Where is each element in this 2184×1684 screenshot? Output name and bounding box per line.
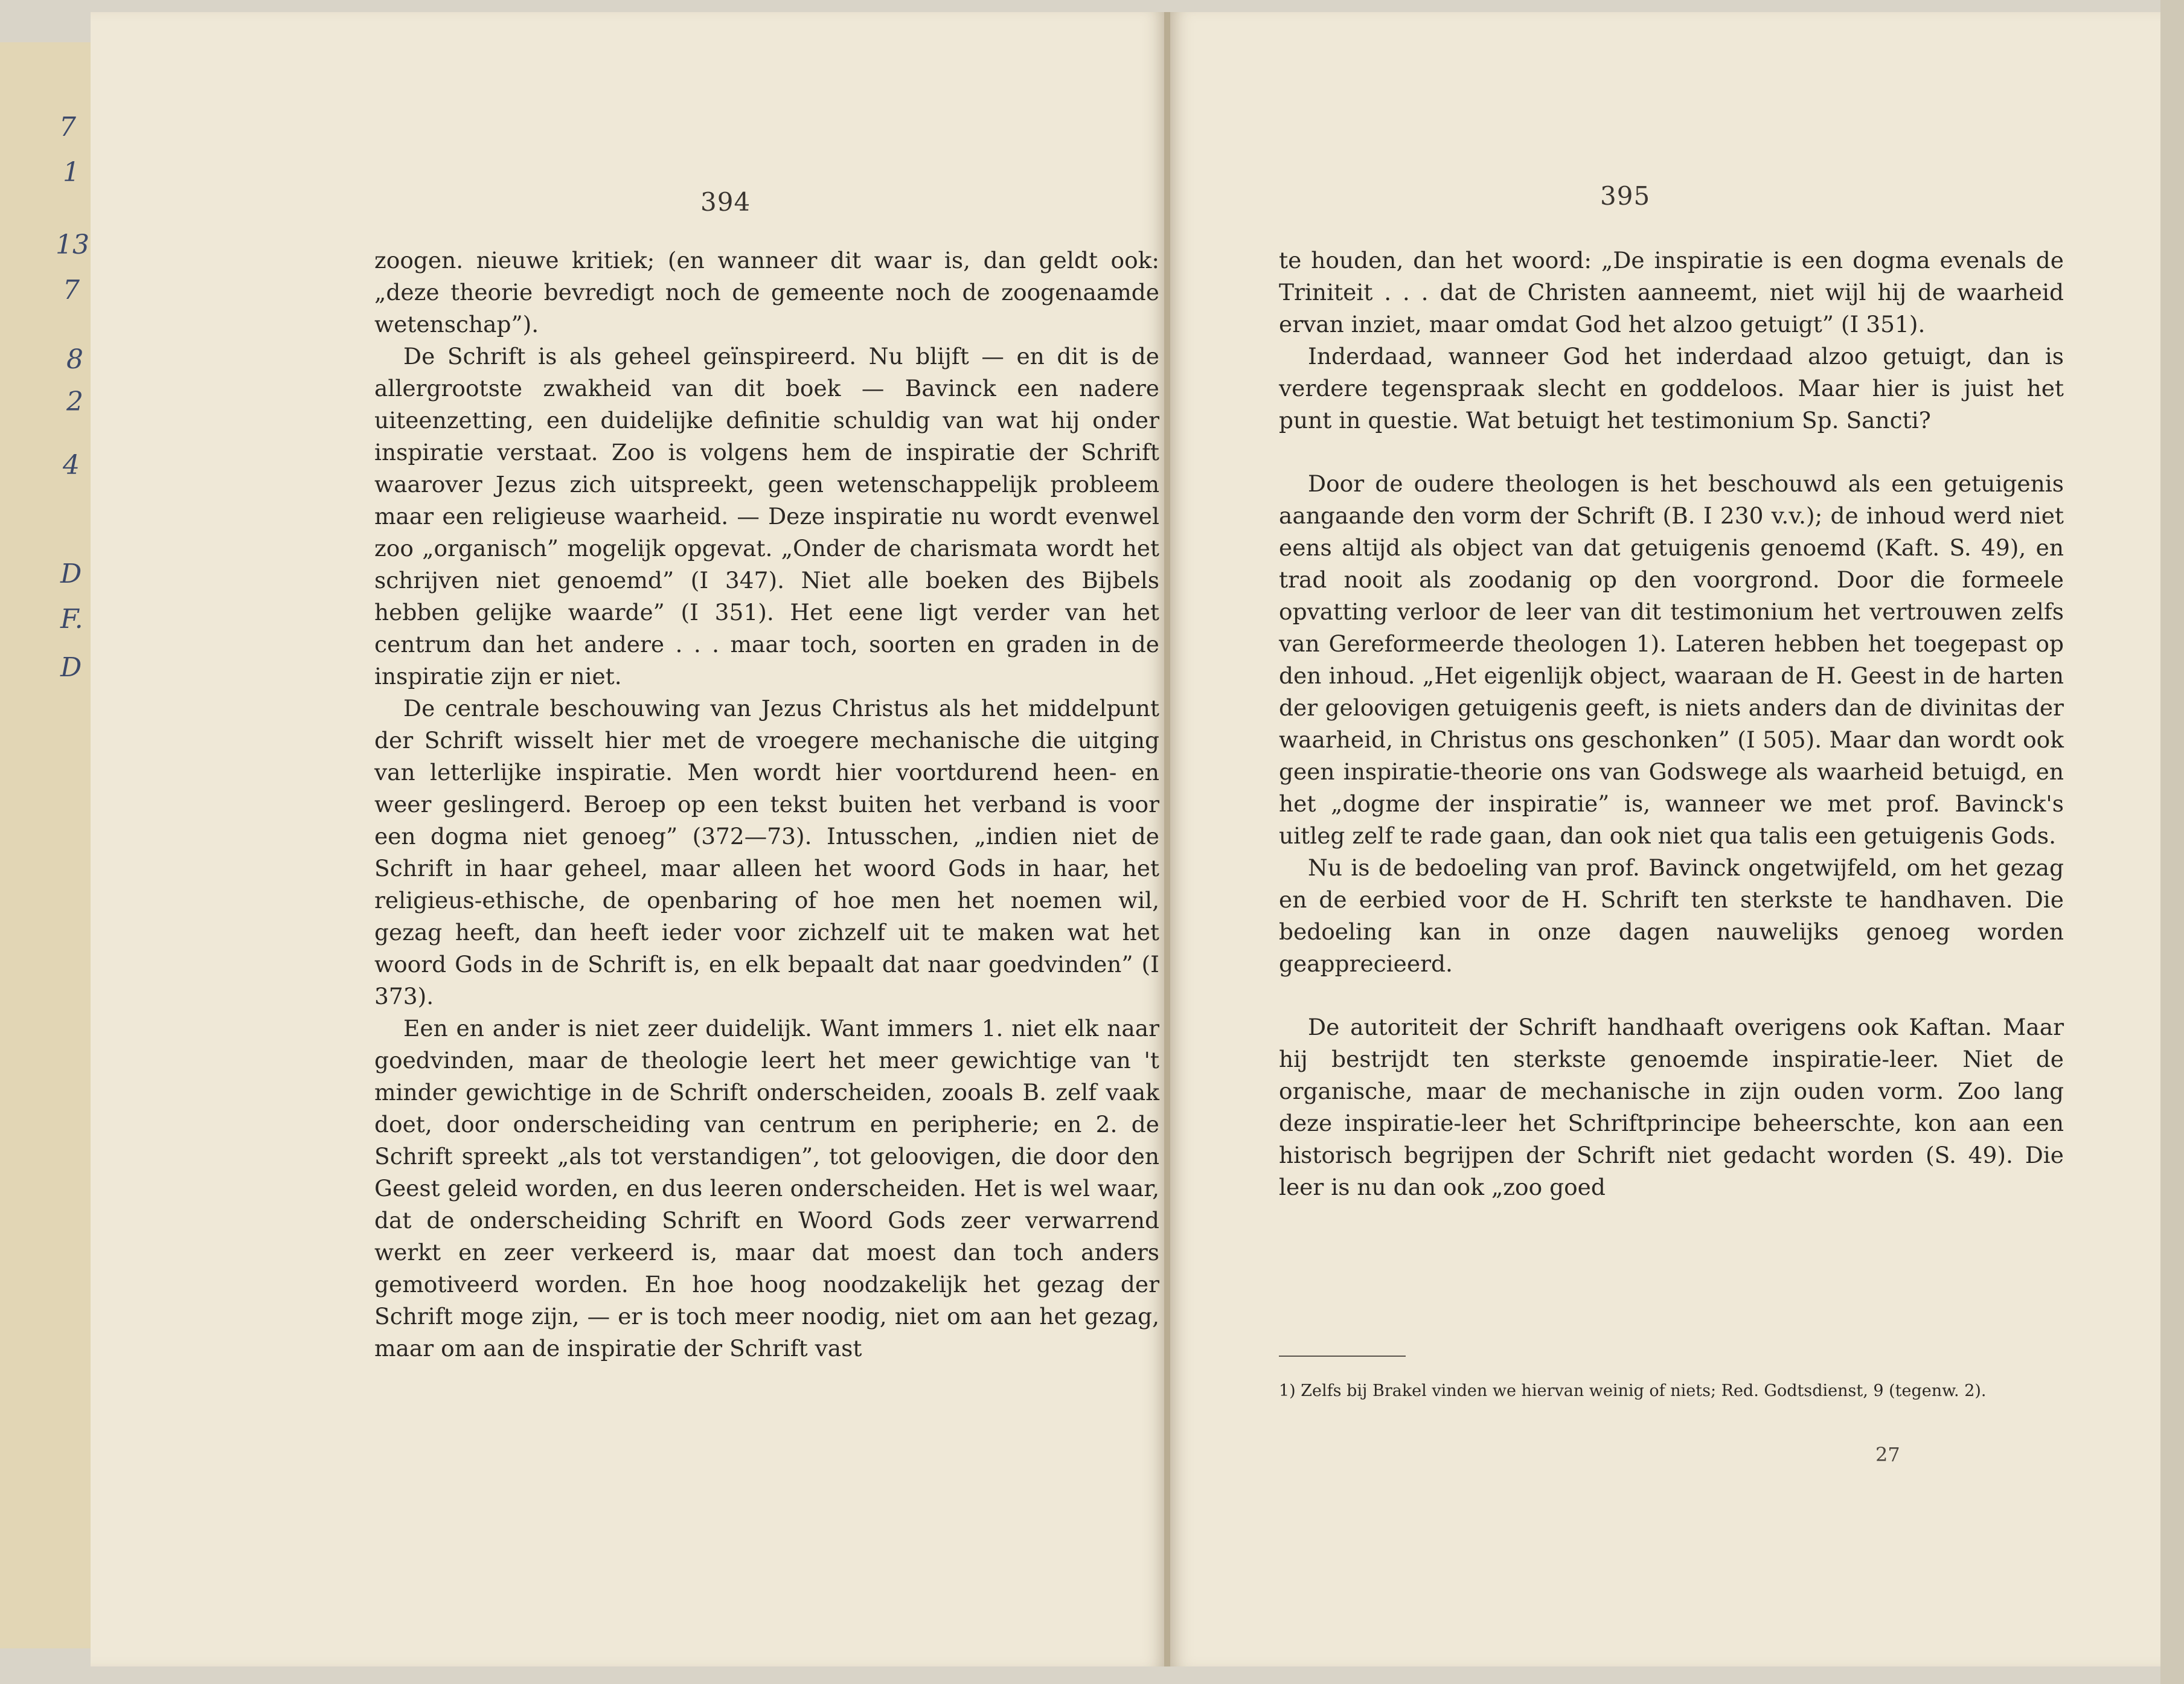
right-page [1170, 12, 2160, 1666]
margin-note: 7 [63, 275, 80, 306]
footnote-rule [1279, 1356, 1406, 1357]
page-number-left: 394 [700, 187, 751, 217]
paragraph: Inderdaad, wanneer God het inderdaad alzoo getuigt, dan is verdere tegenspraak slecht en goddeloos. Maar hier is juist het punt in questie. Wat betuigt het testimonium Sp. Sancti? [1279, 343, 2064, 434]
margin-note: 2 [66, 386, 83, 417]
paragraph: Een en ander is niet zeer duidelijk. Want immers 1. niet elk naar goedvinden, maar de theologie leert het meer gewichtige van 't minder gewichtige in de Schrift onderscheiden, zooals B. zelf vaak doet, door onderscheiding van centrum en peripherie; en 2. de Schrift spreekt „als tot verstandigen”, tot geloovigen, die door den Geest geleid worden, en dus leeren onderscheiden. Het is wel waar, dat de onderscheiding Schrift en Woord Gods zeer verwarrend werkt en zeer verkeerd is, maar dat moest dan toch anders gemotiveerd worden. En hoe hoog noodzakelijk het gezag der Schrift moge zijn, — er is toch meer noodig, niet om aan het gezag, maar om aan de inspiratie der Schrift vast [374, 1015, 1159, 1362]
margin-note: 4 [63, 450, 80, 481]
paragraph: Nu is de bedoeling van prof. Bavinck ongetwijfeld, om het gezag en de eerbied voor de H. Schrift ten sterkste te handhaven. Die bedoeling kan in onze dagen nauwelijks genoeg worden geapprecieerd. [1279, 854, 2064, 977]
footnote: 1) Zelfs bij Brakel vinden we hiervan weinig of niets; Red. Godtsdienst, 9 (tegenw. 2). [1279, 1381, 1987, 1400]
margin-note: F. [60, 604, 83, 635]
margin-note: 7 [59, 112, 76, 142]
paper-edge [2160, 0, 2184, 1684]
paragraph: De Schrift is als geheel geïnspireerd. Nu blijft — en dit is de allergrootste zwakheid van dit boek — Bavinck een nadere uiteenzetting, een duidelijke definitie schuldig van wat hij onder inspiratie verstaat. Zoo is volgens hem de inspiratie der Schrift waarover Jezus zich uitspreekt, geen wetenschappelijk probleem maar een religieuse waarheid. — Deze inspiratie nu wordt evenwel zoo „organisch” mogelijk opgevat. „Onder de charismata wordt het schrijven niet genoemd” (I 347). Niet alle boeken des Bijbels hebben gelijke waarde” (I 351). Het eene ligt verder van het centrum dan het andere . . . maar toch, soorten en graden in de inspiratie zijn er niet. [374, 343, 1159, 690]
paragraph: te houden, dan het woord: „De inspiratie is een dogma evenals de Triniteit . . . dat de Christen aanneemt, niet wijl hij de waarheid ervan inziet, maar omdat God het alzoo getuigt” (I 351). [1279, 247, 2064, 338]
left-page [91, 12, 1165, 1666]
paragraph: Door de oudere theologen is het beschouwd als een getuigenis aangaande den vorm der Schrift (B. I 230 v.v.); de inhoud werd niet eens altijd als object van dat getuigenis genoemd (Kaft. S. 49), en trad nooit als zoodanig op den voorgrond. Door die formeele opvatting verloor de leer van dit testimonium het vertrouwen zelfs van Gereformeerde theologen 1). Lateren hebben het toegepast op den inhoud. „Het eigenlijk object, waaraan de H. Geest in de harten der geloovigen getuigenis geeft, is niets anders dan de divinitas der waarheid, in Christus ons geschonken” (I 505). Maar dan wordt ook geen inspiratie-theorie ons van Godswege als waarheid betuigd, en het „dogme der inspiratie” is, wanneer we met prof. Bavinck's uitleg zelf te rade gaan, dan ook niet qua talis een getuigenis Gods. [1279, 470, 2064, 849]
margin-note: 8 [66, 344, 83, 375]
signature-mark: 27 [1875, 1443, 1900, 1466]
paragraph: zoogen. nieuwe kritiek; (en wanneer dit waar is, dan geldt ook: „deze theorie bevredigt noch de gemeente noch de zoogenaamde wetenschap”). [374, 247, 1159, 338]
paragraph: De autoriteit der Schrift handhaaft overigens ook Kaftan. Maar hij bestrijdt ten sterkste genoemde inspiratie-leer. Niet de organische, maar de mechanische in zijn ouden vorm. Zoo lang deze inspiratie-leer het Schriftprincipe beheerschte, kon aan een historisch begrijpen der Schrift niet gedacht worden (S. 49). Die leer is nu dan ook „zoo goed [1279, 1014, 2064, 1200]
margin-note: D [60, 652, 82, 683]
margin-note: 13 [56, 229, 89, 260]
margin-note: 1 [63, 157, 80, 188]
margin-note: D [60, 559, 82, 589]
page-number-right: 395 [1600, 181, 1651, 211]
left-page-body [374, 245, 1159, 1365]
paragraph: De centrale beschouwing van Jezus Christus als het middelpunt der Schrift wisselt hier met de vroegere mechanische die uitging van letterlijke inspiratie. Men wordt hier voortdurend heen- en weer geslingerd. Beroep op een tekst buiten het verband is voor een dogma niet genoeg” (372—73). Intusschen, „indien niet de Schrift in haar geheel, maar alleen het woord Gods in haar, het religieus-ethische, de openbaring of hoe men het noemen wil, gezag heeft, dan heeft ieder voor zichzelf uit te maken wat het woord Gods in de Schrift is, en elk bepaalt dat naar goedvinden” (I 373). [374, 695, 1159, 1010]
right-page-body [1279, 245, 2064, 1203]
